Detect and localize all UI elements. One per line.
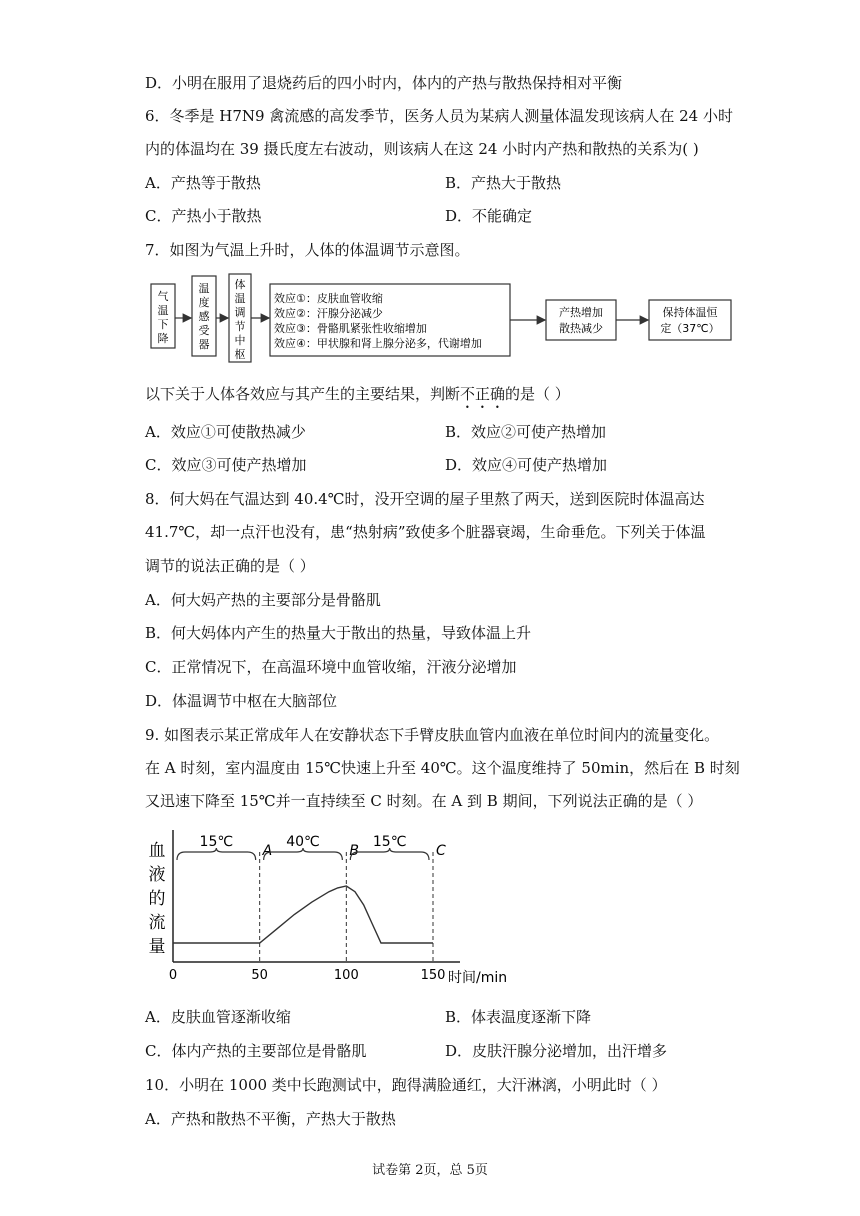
box-center-char: 节: [234, 320, 246, 333]
q7-stem: 7．如图为气温上升时，人体的体温调节示意图。: [145, 241, 470, 259]
x-tick-label: 0: [168, 968, 178, 983]
q9-option-b: B．体表温度逐渐下降: [445, 1008, 592, 1026]
q8-option-a: A．何大妈产热的主要部分是骨骼肌: [145, 591, 381, 609]
final-line1: 保持体温恒: [662, 306, 718, 319]
blood-flow-chart: [140, 822, 540, 992]
result-line2: 散热减少: [559, 322, 603, 335]
q9-option-d: D．皮肤汗腺分泌增加，出汗增多: [445, 1042, 668, 1060]
box-center-char: 中: [234, 334, 246, 347]
q6-option-c: C．产热小于散热: [145, 207, 262, 225]
q6-option-d: D．不能确定: [445, 207, 533, 225]
box-center-char: 枢: [234, 348, 246, 361]
q8-option-d: D．体温调节中枢在大脑部位: [145, 692, 338, 710]
marker-label: C: [436, 843, 446, 859]
box-temperature-drop-char: 气: [157, 290, 169, 303]
q10-stem: 10．小明在 1000 类中长跑测试中，跑得满脸通红，大汗淋漓，小明此时（ ）: [145, 1076, 667, 1094]
marker-label: A: [262, 843, 273, 859]
result-line1: 产热增加: [559, 306, 603, 319]
period-label: 40℃: [286, 834, 320, 850]
q5-option-d: D．小明在服用了退烧药后的四小时内，体内的产热与散热保持相对平衡: [145, 74, 623, 92]
effect-2: 效应②：汗腺分泌减少: [274, 307, 383, 320]
q6-option-b: B．产热大于散热: [445, 174, 562, 192]
final-line2: 定（37℃）: [660, 322, 720, 335]
q7-question-post: 的是（ ）: [505, 385, 570, 403]
x-tick-label: 50: [251, 968, 268, 983]
q8-option-c: C．正常情况下，在高温环境中血管收缩，汗液分泌增加: [145, 658, 517, 676]
q7-option-a: A．效应①可使散热减少: [145, 423, 306, 441]
q8-stem-line1: 8．何大妈在气温达到 40.4℃时，没开空调的屋子里熬了两天，送到医院时体温高达: [145, 490, 705, 508]
thermoregulation-flow-diagram: [140, 270, 740, 370]
effect-3: 效应③：骨骼肌紧张性收缩增加: [274, 322, 427, 335]
marker-label: B: [349, 843, 359, 859]
q6-stem-line2: 内的体温均在 39 摄氏度左右波动，则该病人在这 24 小时内产热和散热的关系为( ): [145, 140, 699, 158]
y-axis-label-char: 量: [148, 937, 166, 957]
q9-stem-line2: 在 A 时刻，室内温度由 15℃快速上升至 40℃。这个温度维持了 50min，然后在 B 时刻: [145, 759, 740, 777]
x-tick-label: 150: [420, 968, 446, 983]
period-label: 15℃: [372, 834, 407, 850]
box-center-char: 温: [234, 292, 246, 305]
page-footer: 试卷第 2页，总 5页: [372, 1163, 488, 1178]
q8-stem-line3: 调节的说法正确的是（ ）: [145, 557, 315, 575]
q9-stem-line1: 9. 如图表示某正常成年人在安静状态下手臂皮肤血管内血液在单位时间内的流量变化。: [145, 726, 720, 744]
q8-option-b: B．何大妈体内产生的热量大于散出的热量，导致体温上升: [145, 624, 532, 642]
series-line-blood-flow: [173, 886, 433, 943]
y-axis-label-char: 的: [148, 889, 166, 909]
q7-option-b: B．效应②可使产热增加: [445, 423, 607, 441]
y-axis-label-char: 血: [148, 841, 166, 861]
box-thermoreceptor-char: 感: [198, 310, 210, 323]
q7-question: [145, 383, 570, 412]
effect-1: 效应①：皮肤血管收缩: [274, 292, 383, 305]
box-temperature-drop-char: 温: [157, 304, 169, 317]
box-center-char: 体: [234, 278, 246, 291]
box-temperature-drop-char: 降: [157, 332, 169, 345]
q7-question-pre: 以下关于人体各效应与其产生的主要结果，判断: [145, 385, 461, 403]
q6-stem-line1: 6．冬季是 H7N9 禽流感的高发季节，医务人员为某病人测量体温发现该病人在 24 小时: [145, 107, 733, 125]
q7-option-c: C．效应③可使产热增加: [145, 456, 307, 474]
box-thermoreceptor-char: 度: [198, 296, 210, 309]
box-thermoreceptor-char: 器: [198, 338, 210, 351]
q7-option-d: D．效应④可使产热增加: [445, 456, 608, 474]
y-axis-label-char: 液: [148, 865, 166, 885]
box-thermoreceptor-char: 温: [198, 282, 210, 295]
x-axis-label: 时间/min: [448, 970, 508, 986]
q8-stem-line2: 41.7℃，却一点汗也没有，患“热射病”致使多个脏器衰竭，生命垂危。下列关于体温: [145, 523, 706, 541]
effect-4: 效应④：甲状腺和肾上腺分泌多，代谢增加: [274, 337, 482, 350]
q6-option-a: A．产热等于散热: [145, 174, 261, 192]
box-temperature-drop-char: 下: [157, 318, 169, 331]
box-center-char: 调: [234, 306, 246, 319]
q10-option-a: A．产热和散热不平衡，产热大于散热: [145, 1110, 396, 1128]
y-axis-label-char: 流: [148, 913, 166, 933]
q9-stem-line3: 又迅速下降至 15℃并一直持续至 C 时刻。在 A 到 B 期间，下列说法正确的是（ ）: [145, 792, 703, 810]
x-tick-label: 100: [333, 968, 359, 983]
period-label: 15℃: [199, 834, 234, 850]
q9-option-a: A．皮肤血管逐渐收缩: [145, 1008, 291, 1026]
q7-question-emphasis: 不正确: [460, 385, 506, 403]
q9-option-c: C．体内产热的主要部位是骨骼肌: [145, 1042, 367, 1060]
box-thermoreceptor-char: 受: [198, 324, 210, 337]
